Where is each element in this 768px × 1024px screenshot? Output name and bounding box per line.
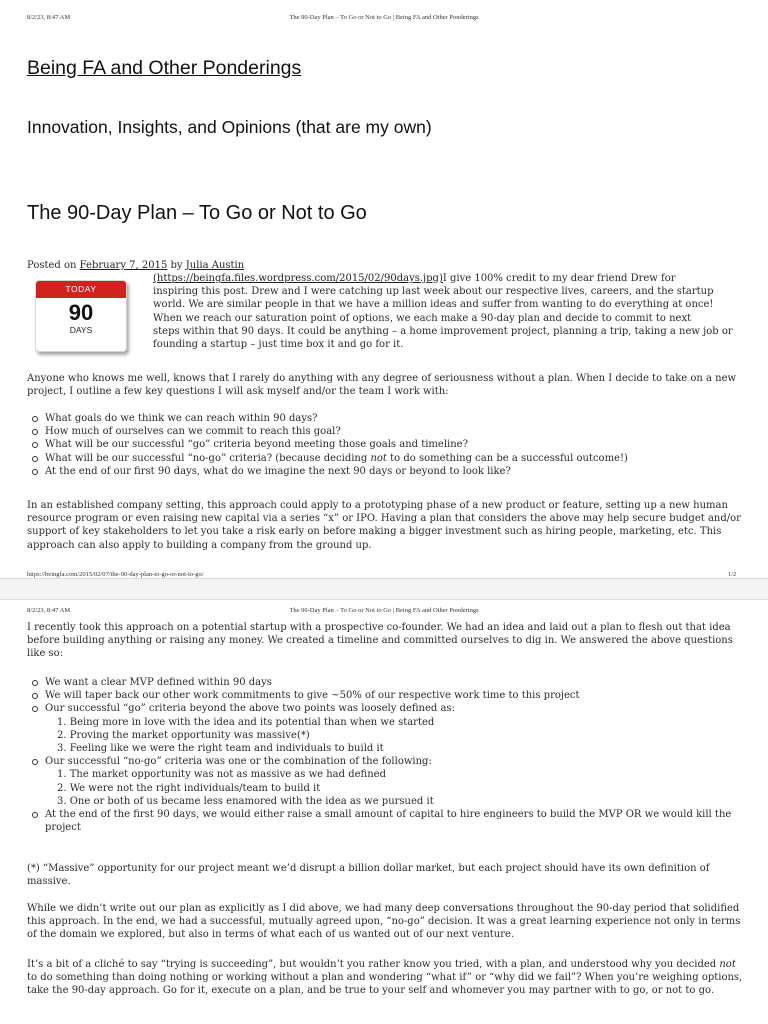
list-item: What will be our successful “go” criteria beyond meeting those goals and timeline?: [27, 438, 747, 451]
intro-line-first: [153, 272, 753, 285]
paragraph-text: I recently took this approach on a potential startup with a prospective co-founder. We had an idea and laid out a plan to flesh out that idea before building anything or raising any money. We created a timeline and committed ourselves to dig in. We answered the above questions like so:: [27, 622, 733, 660]
paragraph-text-part: It’s a bit of a cliché to say “trying is succeeding”, but wouldn’t you rather know you tried, with a plan, and understood why you decided: [27, 959, 720, 970]
paragraph: [27, 499, 747, 552]
go-criteria-list: [45, 716, 747, 756]
list-item-text: Our successful “no-go” criteria was one or the combination of the following:: [45, 756, 432, 768]
paragraph: [27, 621, 745, 661]
intro-line: founding a startup – just time box it and go for it.: [153, 339, 404, 351]
list-item: We will taper back our other work commitments to give ~50% of our respective work time to this project: [27, 689, 747, 702]
post-meta: [27, 259, 244, 272]
paragraph-text: In an established company setting, this approach could apply to a prototyping phase of a new product or feature, setting up a new human resource program or even raising new capital via a series “x” or IPO. Having a plan that considers the above may help secure budget and/or support of key stakeholders to let you take a risk early on before making a bigger investment such as hiring people, marketing, etc. This approach can also apply to building a company from the ground up.: [27, 500, 741, 551]
image-link[interactable]: (https://beingfa.files.wordpress.com/2015/02/90days.jpg): [153, 273, 443, 284]
post-date-link[interactable]: February 7, 2015: [79, 260, 168, 271]
site-title-link[interactable]: Being FA and Other Ponderings: [27, 57, 302, 79]
list-item-text: to do something can be a successful outcome!): [386, 452, 628, 464]
print-footer-url: https://beingfa.com/2015/02/07/the-90-day-plan-to-go-or-not-to-go/: [27, 571, 204, 578]
questions-list: [27, 412, 747, 478]
list-item-text: What will be our successful “no-go” criteria? (because deciding: [45, 452, 371, 464]
site-tagline: Innovation, Insights, and Opinions (that are my own): [27, 117, 432, 137]
intro-line: inspiring this post. Drew and I were catching up last week about our respective lives, careers, and the startup: [153, 286, 714, 298]
list-item: [27, 452, 747, 465]
emphasis-text: not: [719, 959, 736, 970]
list-item: [27, 702, 747, 755]
intro-after-link: I give 100% credit to my dear friend Drew for: [442, 273, 676, 284]
paragraph-text-part: to do something than doing nothing or working without a plan and wondering “what if” or “why did we fail”? When you’re weighing options, take the 90-day approach. Go for it, execute on a plan, and be true to your self and whomever you may partner with to go, or not to go.: [27, 972, 743, 997]
calendar-90-days-image: [35, 280, 127, 352]
page-break: [0, 578, 768, 600]
paragraph-text: Anyone who knows me well, knows that I rarely do anything with any degree of seriousness without a plan. When I decide to take on a new project, I outline a few key questions I will ask myself and/or the team I work with:: [27, 373, 737, 398]
list-item: How much of ourselves can we commit to reach this goal?: [27, 425, 747, 438]
calendar-days-label: DAYS: [69, 325, 93, 335]
print-footer-page: 1/2: [728, 571, 737, 578]
intro-line: When we reach our saturation point of options, we each make a 90-day plan and decide to commit to next: [153, 312, 692, 324]
paragraph: [27, 902, 747, 942]
post-title: The 90-Day Plan – To Go or Not to Go: [27, 202, 367, 224]
author-link[interactable]: Julia Austin: [185, 260, 245, 271]
list-item: 1. Being more in love with the idea and its potential than when we started: [57, 716, 435, 728]
by-label: by: [170, 260, 183, 271]
emphasis-text: not: [370, 452, 387, 464]
list-item: [27, 755, 747, 808]
intro-text: [153, 272, 753, 351]
list-item: 3. Feeling like we were the right team and individuals to build it: [57, 743, 384, 755]
print-header-datetime: 8/2/23, 8:47 AM: [27, 14, 71, 21]
print-header-title: The 90-Day Plan – To Go or Not to Go | Being FA and Other Ponderings: [289, 14, 479, 21]
intro-line: steps within that 90 days. It could be anything – a home improvement project, planning a trip, taking a new job or: [153, 325, 733, 337]
paragraph-text: [27, 958, 747, 998]
nogo-criteria-list: [45, 768, 747, 808]
paragraph-text: While we didn’t write out our plan as explicitly as I did above, we had many deep conversations throughout the 90-day period that solidified this approach. In the end, we had a successful, mutually agreed upon, “no-go” decision. It was a great learning experience not only in terms of the domain we explored, but also in terms of what each of us wanted out of our next venture.: [27, 903, 741, 941]
list-item: At the end of the first 90 days, we would either raise a small amount of capital to hire engineers to build the MVP OR we would kill the project: [27, 808, 747, 834]
paragraph: [27, 372, 745, 398]
list-item: 1. The market opportunity was not as massive as we had defined: [57, 769, 386, 781]
list-item: At the end of our first 90 days, what do we imagine the next 90 days or beyond to look like?: [27, 465, 747, 478]
calendar-today-label: TODAY: [36, 281, 126, 298]
calendar-number: 90: [68, 300, 94, 325]
print-header-title: The 90-Day Plan – To Go or Not to Go | Being FA and Other Ponderings: [289, 607, 479, 614]
paragraph-text: (*) “Massive” opportunity for our project meant we’d disrupt a billion dollar market, but each project should have its own definition of massive.: [27, 863, 710, 888]
list-item: 3. One or both of us became less enamored with the idea as we pursued it: [57, 795, 434, 807]
answers-list: [27, 676, 747, 834]
list-item: What goals do we think we can reach within 90 days?: [27, 412, 747, 425]
posted-on-label: Posted on: [27, 260, 77, 271]
list-item: 2. We were not the right individuals/team to build it: [57, 782, 321, 794]
list-item-text: Our successful “go” criteria beyond the above two points was loosely defined as:: [45, 703, 455, 715]
paragraph: [27, 958, 747, 998]
list-item: We want a clear MVP defined within 90 days: [27, 676, 747, 689]
list-item: 2. Proving the market opportunity was massive(*): [57, 729, 310, 741]
paragraph: [27, 862, 745, 888]
print-header-datetime: 8/2/23, 8:47 AM: [27, 607, 71, 614]
intro-line: world. We are similar people in that we have a million ideas and suffer from wanting to do everything at once!: [153, 299, 714, 311]
